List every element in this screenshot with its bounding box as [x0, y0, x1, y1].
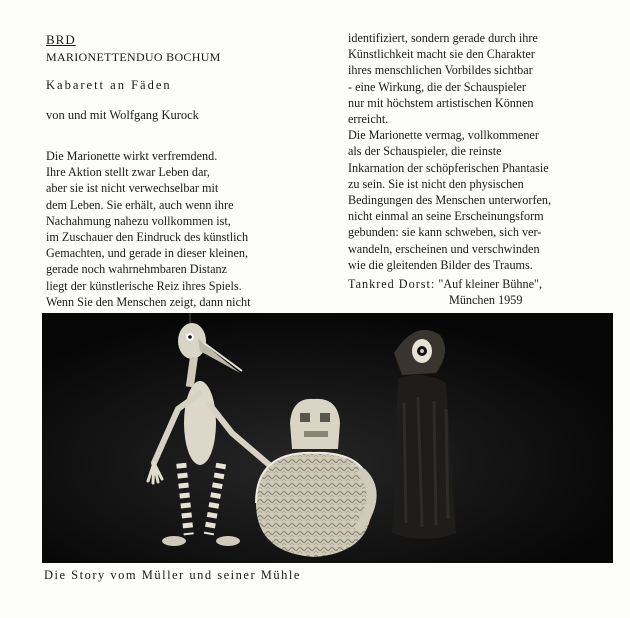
text-line: zu sein. Sie ist nicht den physischen — [348, 176, 524, 191]
text-line: nur mit höchstem artistischen Können — [348, 95, 534, 110]
text-line: Gemachten, und gerade in dieser kleinen, — [46, 246, 249, 261]
photo-caption: Die Story vom Müller und seiner Mühle — [44, 568, 301, 582]
citation — [348, 276, 542, 308]
program-title: Kabarett an Fäden — [46, 78, 172, 92]
text-line: identifiziert, sondern gerade durch ihre — [348, 31, 538, 45]
text-line: aber sie ist nicht verwechselbar mit — [46, 181, 219, 196]
byline: von und mit Wolfgang Kurock — [46, 108, 199, 122]
citation-title: "Auf kleiner Bühne", — [438, 277, 543, 291]
body-text-left — [46, 148, 336, 326]
text-line: gerade noch wahrnehmbaren Distanz — [46, 262, 228, 277]
body-text-right — [348, 30, 618, 273]
text-line: wie die gleitenden Bilder des Traums. — [348, 257, 533, 272]
text-line: liegt der künstlerische Reiz ihres Spiels. — [46, 278, 242, 293]
text-line: ihres menschlichen Vorbildes sichtbar — [348, 63, 533, 78]
text-line: Wenn Sie den Menschen zeigt, dann nicht — [46, 294, 251, 309]
text-line: - eine Wirkung, die der Schauspieler — [348, 79, 526, 94]
text-line: Nachahmung nahezu vollkommen ist, — [46, 213, 231, 228]
marionettes-photo — [42, 313, 613, 563]
text-line: als der Schauspieler, die reinste — [348, 144, 502, 159]
citation-place: München 1959 — [449, 293, 523, 307]
ensemble-name: MARIONETTENDUO BOCHUM — [46, 50, 221, 64]
text-line: Bedingungen des Menschen unterworfen, — [348, 193, 552, 208]
text-line: Inkarnation der schöpferischen Phantasie — [348, 160, 549, 175]
text-line: Künstlichkeit macht sie den Charakter — [348, 47, 535, 62]
text-line: im Zuschauer den Eindruck des künstlich — [46, 230, 249, 245]
country-label: BRD — [46, 32, 76, 47]
text-line: Die Marionette wirkt verfremdend. — [46, 149, 218, 163]
text-line: Die Marionette vermag, vollkommener — [348, 128, 539, 143]
text-line: Ihre Aktion stellt zwar Leben dar, — [46, 165, 210, 180]
text-line: erreicht. — [348, 112, 389, 127]
text-line: dem Leben. Sie erhält, auch wenn ihre — [46, 197, 234, 212]
text-line: nicht einmal an seine Erscheinungsform — [348, 209, 544, 224]
citation-author: Tankred Dorst: — [348, 277, 436, 291]
text-line: wandeln, erscheinen und verschwinden — [348, 241, 540, 256]
text-line: gebunden: sie kann schweben, sich ver- — [348, 225, 542, 240]
